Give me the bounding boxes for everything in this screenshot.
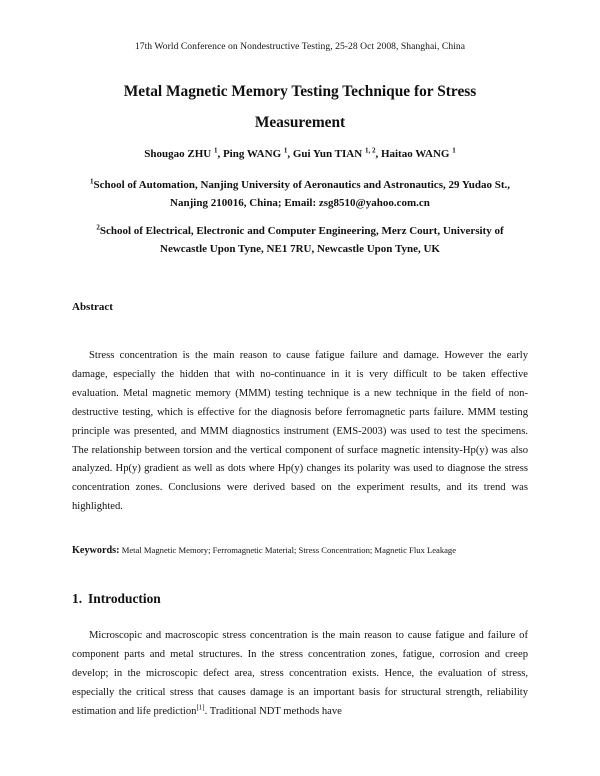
affiliation-text: School of Electrical, Electronic and Computer Engineering, Merz Court, University of bbox=[99, 225, 504, 237]
author-separator: , bbox=[375, 148, 381, 160]
introduction-paragraph-continued: . Traditional NDT methods have bbox=[204, 705, 342, 717]
affiliation-2 bbox=[60, 222, 540, 258]
keywords-label: Keywords: bbox=[72, 545, 120, 556]
affiliation-line bbox=[60, 222, 540, 240]
affiliation-mark: 1 bbox=[89, 177, 94, 186]
affiliation-line: Newcastle Upon Tyne, NE1 7RU, Newcastle Upon Tyne, UK bbox=[160, 243, 440, 255]
section-heading-introduction bbox=[72, 591, 161, 607]
conference-header: 17th World Conference on Nondestructive Testing, 25-28 Oct 2008, Shanghai, China bbox=[134, 41, 466, 52]
section-title: Introduction bbox=[88, 591, 161, 606]
author-affiliation-mark: 1 bbox=[213, 146, 218, 155]
author-name: Haitao WANG bbox=[380, 148, 450, 160]
citation-reference[interactable]: [1] bbox=[196, 703, 205, 712]
author-affiliation-mark: 1 bbox=[283, 146, 288, 155]
affiliation-line: Nanjing 210016, China; Email: zsg8510@yahoo.com.cn bbox=[170, 197, 430, 209]
introduction-text bbox=[72, 627, 528, 722]
introduction-paragraph: Microscopic and macroscopic stress concentration is the main reason to cause fatigue and failure of component parts and metal structures. In the stress concentration zones, fatigue, corrosion and creep develop; in the microscopic defect area, stress concentration exists. Hence, the evaluation of stress, especially the critical stress that causes damage is an important basis for structural strength, reliability estimation and life prediction bbox=[72, 630, 528, 717]
author-list bbox=[0, 148, 600, 160]
affiliation-1 bbox=[60, 176, 540, 212]
keywords-text: Metal Magnetic Memory; Ferromagnetic Material; Stress Concentration; Magnetic Flux Leakage bbox=[121, 545, 457, 555]
section-number: 1. bbox=[72, 591, 83, 606]
affiliation-text: School of Automation, Nanjing University of Aeronautics and Astronautics, 29 Yudao St., bbox=[93, 179, 511, 191]
author-name: Gui Yun TIAN bbox=[292, 148, 363, 160]
title-line-1: Metal Magnetic Memory Testing Technique for Stress bbox=[123, 83, 477, 100]
author-affiliation-mark: 1 bbox=[452, 146, 456, 155]
author-separator: , bbox=[287, 148, 293, 160]
author-separator: , bbox=[217, 148, 223, 160]
keywords-line bbox=[72, 545, 532, 556]
affiliation-line bbox=[60, 176, 540, 194]
paper-title bbox=[60, 76, 540, 138]
title-line-2: Measurement bbox=[254, 114, 346, 131]
author-name: Shougao ZHU bbox=[144, 148, 212, 160]
affiliation-mark: 2 bbox=[96, 223, 100, 232]
abstract-heading: Abstract bbox=[72, 301, 113, 313]
author-affiliation-mark: 1, 2 bbox=[364, 146, 376, 155]
abstract-text: Stress concentration is the main reason to cause fatigue failure and damage. However the early damage, especially the hidden that with no-continuance in it is very difficult to be taken effective evaluation. Metal magnetic memory (MMM) testing technique is a new technique in the field of non-destructive testing, which is effective for the diagnosis before ferromagnetic parts failure. MMM testing principle was presented, and MMM diagnostics instrument (EMS-2003) was used to test the specimens. The relationship between torsion and the vertical component of surface magnetic intensity-Hp(y) was also analyzed. Hp(y) gradient as well as dots where Hp(y) changes its polarity was used to diagnose the stress concentration zones. Conclusions were derived based on the experiment results, and its trend was highlighted. bbox=[72, 350, 528, 513]
author-name: Ping WANG bbox=[222, 148, 282, 160]
